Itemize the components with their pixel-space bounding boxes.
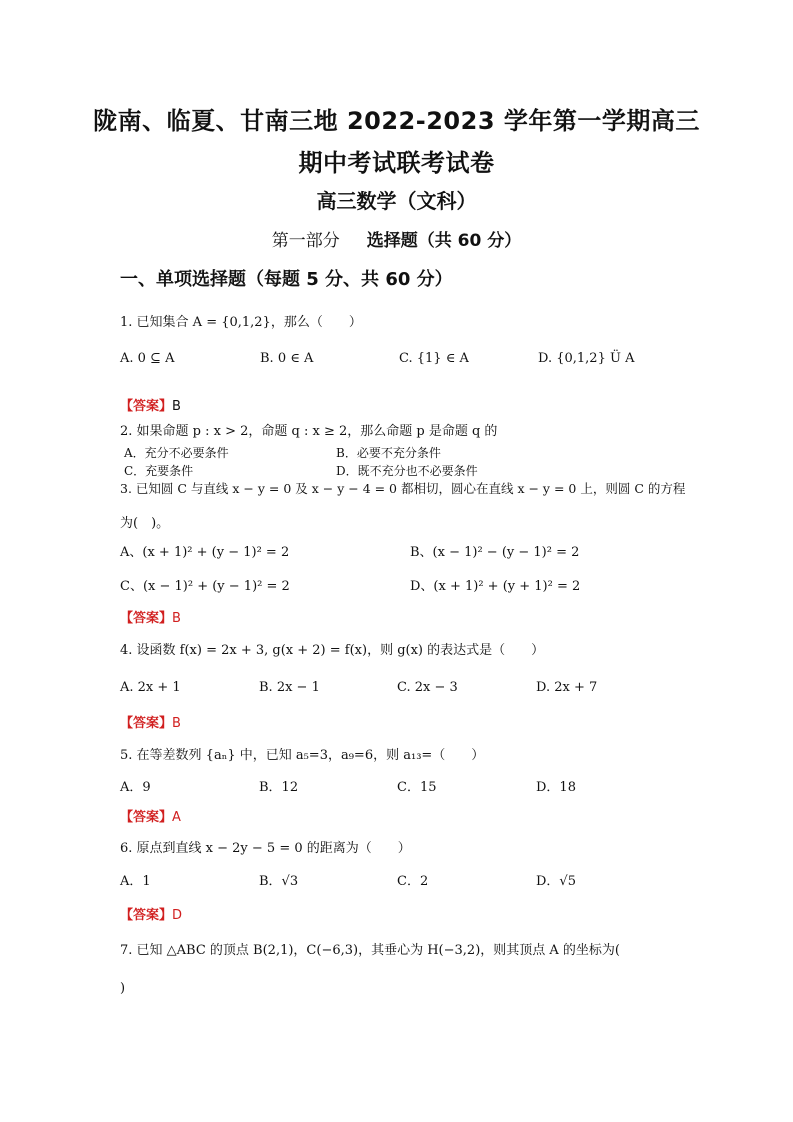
question-1-option-d: D. {0,1,2} Ü A [538, 351, 635, 366]
question-2-option-a: A．充分不必要条件 [124, 446, 229, 460]
question-4-stem: 4. 设函数 f(x) = 2x + 3, g(x + 2) = f(x)，则 g(x) 的表达式是（ ） [120, 643, 545, 658]
question-7-stem: 7. 已知 △ABC 的顶点 B(2,1)，C(−6,3)，其垂心为 H(−3,2)，则其顶点 A 的坐标为( [120, 943, 620, 958]
section-heading: 一、单项选择题（每题 5 分、共 60 分） [120, 269, 453, 290]
part-heading [0, 226, 793, 251]
question-5-option-d: D．18 [536, 780, 576, 795]
question-1-option-c: C. {1} ∈ A [399, 351, 469, 366]
answer-tag: 【答案】 [120, 810, 173, 825]
answer-tag: 【答案】 [120, 908, 173, 923]
question-1-option-a: A. 0 ⊆ A [120, 351, 175, 366]
answer-value: B [172, 716, 181, 731]
question-5-answer [120, 806, 181, 825]
question-3-answer [120, 607, 181, 626]
answer-value: B [172, 611, 181, 626]
subject-title: 高三数学（文科） [316, 189, 477, 213]
part-prefix: 第一部分 [271, 231, 340, 251]
answer-value: B [172, 399, 181, 414]
question-4-option-a: A. 2x + 1 [120, 680, 181, 695]
question-4-answer [120, 712, 181, 731]
question-2-option-d: D．既不充分也不必要条件 [336, 464, 478, 478]
question-5-option-a: A．9 [120, 780, 151, 795]
question-2-stem: 2. 如果命题 p : x > 2，命题 q : x ≥ 2，那么命题 p 是命题 q 的 [120, 424, 498, 439]
question-1-option-b: B. 0 ∈ A [260, 351, 314, 366]
answer-value: D [172, 908, 183, 923]
question-3-stem-continued: 为( )。 [120, 516, 170, 531]
answer-tag: 【答案】 [120, 611, 173, 626]
answer-tag: 【答案】 [120, 399, 173, 414]
question-6-option-a: A．1 [120, 874, 151, 889]
question-5-option-c: C．15 [397, 780, 437, 795]
question-2-option-b: B．必要不充分条件 [336, 446, 441, 460]
document-title-line-1: 陇南、临夏、甘南三地 2022-2023 学年第一学期高三 [93, 107, 700, 135]
question-4-option-c: C. 2x − 3 [397, 680, 458, 695]
question-5-option-b: B．12 [259, 780, 299, 795]
question-4-option-b: B. 2x − 1 [259, 680, 320, 695]
question-6-stem: 6. 原点到直线 x − 2y − 5 = 0 的距离为（ ） [120, 841, 411, 856]
question-6-answer [120, 904, 182, 923]
question-4-option-d: D. 2x + 7 [536, 680, 598, 695]
question-3-option-b: B、(x − 1)² − (y − 1)² = 2 [410, 545, 580, 560]
question-3-stem: 3. 已知圆 C 与直线 x − y = 0 及 x − y − 4 = 0 都相切，圆心在直线 x − y = 0 上，则圆 C 的方程 [120, 481, 686, 496]
question-6-option-d: D．√5 [536, 874, 576, 889]
question-3-option-a: A、(x + 1)² + (y − 1)² = 2 [120, 545, 290, 560]
question-3-option-c: C、(x − 1)² + (y − 1)² = 2 [120, 579, 290, 594]
answer-value: A [172, 810, 181, 825]
answer-tag: 【答案】 [120, 716, 173, 731]
question-1-stem: 1. 已知集合 A = {0,1,2}，那么（ ） [120, 315, 362, 330]
question-7-stem-continued: ) [120, 981, 126, 996]
part-name: 选择题（共 60 分） [366, 231, 522, 251]
question-2-option-c: C．充要条件 [124, 464, 194, 478]
question-5-stem: 5. 在等差数列 {aₙ} 中，已知 a₅=3，a₉=6，则 a₁₃=（ ） [120, 748, 485, 763]
question-6-option-b: B．√3 [259, 874, 299, 889]
question-6-option-c: C．2 [397, 874, 429, 889]
document-title-line-2: 期中考试联考试卷 [298, 149, 495, 177]
question-3-option-d: D、(x + 1)² + (y + 1)² = 2 [410, 579, 581, 594]
question-1-answer [120, 395, 181, 414]
